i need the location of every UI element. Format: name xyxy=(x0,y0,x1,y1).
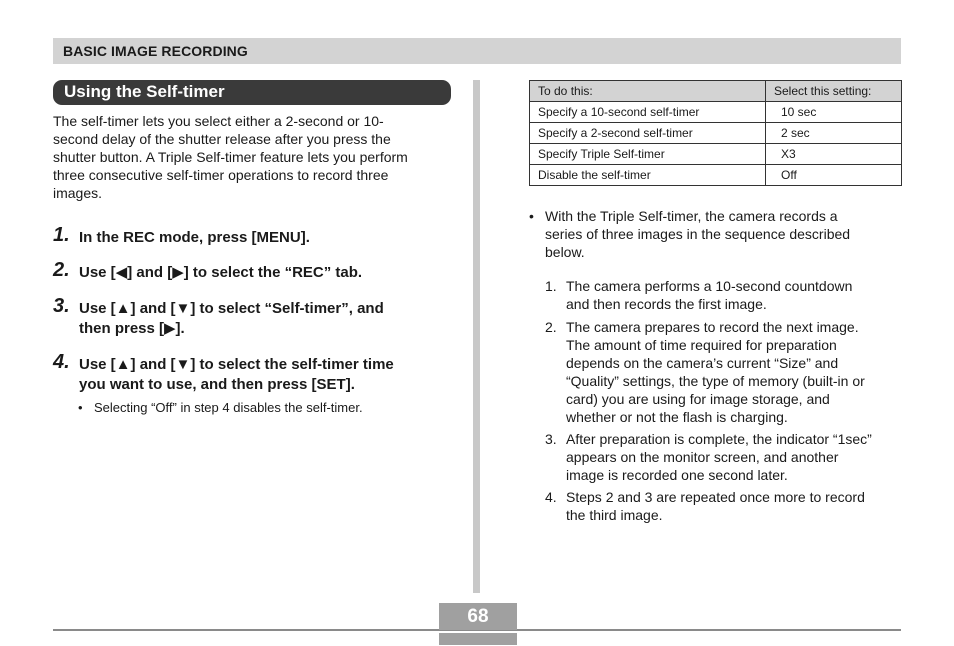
table-row xyxy=(530,123,902,144)
step-line: In the REC mode, press [MENU]. xyxy=(79,229,310,246)
section-title: Using the Self-timer xyxy=(64,82,225,101)
text-line: The camera performs a 10-second countdown xyxy=(566,278,853,294)
text-line: The amount of time required for preparation xyxy=(566,337,837,353)
table-row xyxy=(530,144,902,165)
bullet: • xyxy=(529,208,534,224)
step-line: Use [▲] and [▼] to select “Self-timer”, and xyxy=(79,300,384,317)
intro-line: second delay of the shutter release after you press the xyxy=(53,131,391,147)
text-line: the third image. xyxy=(566,507,663,523)
header-band xyxy=(53,38,901,64)
page-number: 68 xyxy=(467,606,489,627)
table-cell: Specify Triple Self-timer xyxy=(530,144,766,165)
item-number: 3. xyxy=(545,431,557,447)
item-text xyxy=(566,430,901,484)
table-cell: 10 sec xyxy=(766,102,902,123)
step-number: 3. xyxy=(53,295,70,317)
step-line: then press [▶]. xyxy=(79,320,185,337)
table-header: Select this setting: xyxy=(766,81,902,102)
intro-line: three consecutive self-timer operations to record three xyxy=(53,167,389,183)
text-line: and then records the first image. xyxy=(566,296,767,312)
bullet-text xyxy=(545,207,900,261)
table-row xyxy=(530,165,902,186)
table-cell: Off xyxy=(766,165,902,186)
table-cell: Specify a 10-second self-timer xyxy=(530,102,766,123)
table-cell: Specify a 2-second self-timer xyxy=(530,123,766,144)
step-number: 1. xyxy=(53,224,70,246)
text-line: The camera prepares to record the next image. xyxy=(566,319,859,335)
text-line: “Quality” settings, the type of memory (built-in or xyxy=(566,373,865,389)
section-title-bar xyxy=(53,80,451,105)
intro-line: images. xyxy=(53,185,103,201)
settings-table xyxy=(529,80,902,186)
text-line: series of three images in the sequence described xyxy=(545,226,851,242)
step-number: 2. xyxy=(53,259,70,281)
item-number: 1. xyxy=(545,278,557,294)
step-line: Use [◀] and [▶] to select the “REC” tab. xyxy=(79,264,363,281)
table-row xyxy=(530,102,902,123)
table-cell: Disable the self-timer xyxy=(530,165,766,186)
step-text xyxy=(79,228,449,248)
item-text xyxy=(566,277,901,313)
chapter-title: BASIC IMAGE RECORDING xyxy=(63,43,248,59)
item-number: 4. xyxy=(545,489,557,505)
item-text xyxy=(566,318,901,426)
text-line: card) you are using for image storage, and xyxy=(566,391,830,407)
step-number: 4. xyxy=(53,351,70,373)
intro-line: shutter button. A Triple Self-timer feature lets you perform xyxy=(53,149,408,165)
step-text xyxy=(79,355,449,395)
intro-paragraph xyxy=(53,112,448,202)
column-divider xyxy=(473,80,480,593)
page-number-bottom-band xyxy=(439,633,517,645)
text-line: below. xyxy=(545,244,585,260)
step-text xyxy=(79,263,449,283)
step-line: Use [▲] and [▼] to select the self-timer time xyxy=(79,356,394,373)
table-header: To do this: xyxy=(530,81,766,102)
bullet: • xyxy=(78,400,83,415)
table-cell: 2 sec xyxy=(766,123,902,144)
step-text xyxy=(79,299,449,339)
text-line: depends on the camera’s current “Size” and xyxy=(566,355,839,371)
table-header-row xyxy=(530,81,902,102)
text-line: image is recorded one second later. xyxy=(566,467,788,483)
note-text: Selecting “Off” in step 4 disables the self-timer. xyxy=(94,400,363,415)
item-number: 2. xyxy=(545,319,557,335)
item-text xyxy=(566,488,901,524)
text-line: Steps 2 and 3 are repeated once more to record xyxy=(566,489,865,505)
page-number-box xyxy=(439,603,517,645)
table-cell: X3 xyxy=(766,144,902,165)
text-line: appears on the monitor screen, and another xyxy=(566,449,839,465)
text-line: With the Triple Self-timer, the camera records a xyxy=(545,208,838,224)
text-line: After preparation is complete, the indicator “1sec” xyxy=(566,431,872,447)
intro-line: The self-timer lets you select either a 2-second or 10- xyxy=(53,113,384,129)
step-line: you want to use, and then press [SET]. xyxy=(79,376,355,393)
text-line: whether or not the flash is charging. xyxy=(566,409,788,425)
